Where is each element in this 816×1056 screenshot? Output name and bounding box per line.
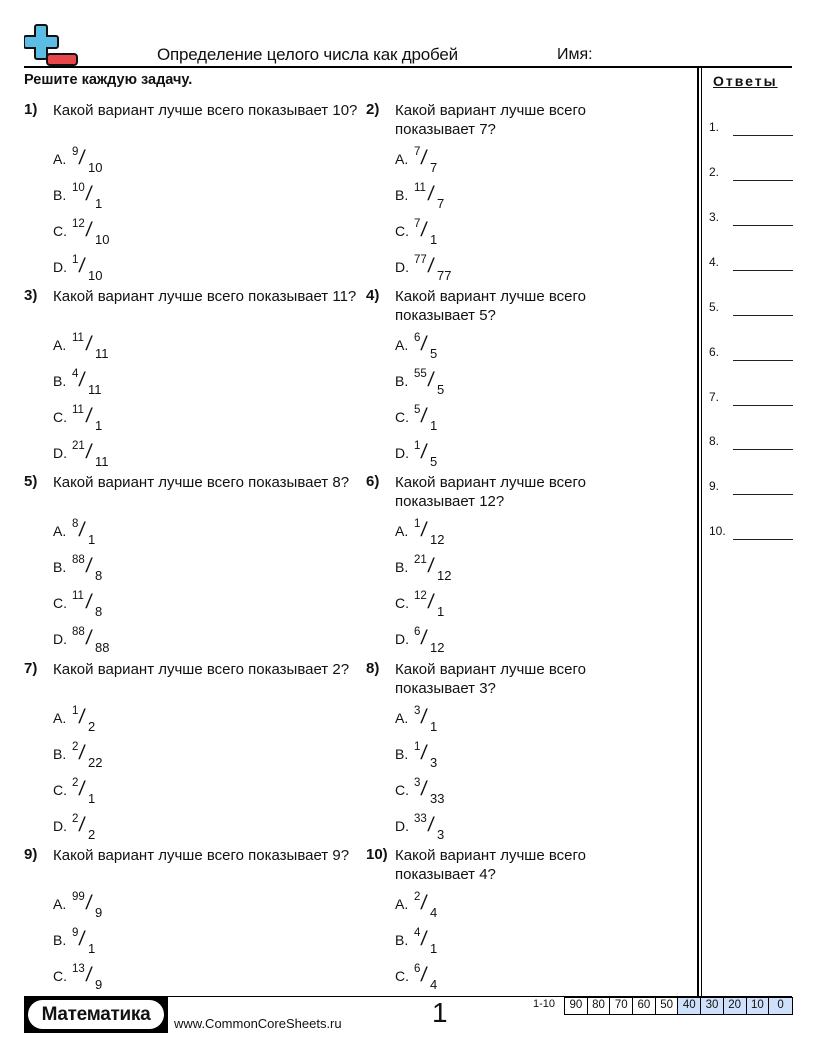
answer-blank[interactable]	[733, 449, 793, 450]
score-cell: 10	[747, 998, 770, 1014]
fraction-slash: /	[426, 814, 436, 836]
choice-label: D.	[395, 818, 409, 834]
answer-number: 7.	[709, 390, 720, 404]
fraction-slash: /	[77, 706, 87, 728]
answer-row	[709, 388, 793, 406]
choice-b	[395, 554, 515, 584]
fraction-denominator: 1	[430, 418, 438, 433]
fraction-numerator: 9	[72, 927, 79, 939]
choice-d	[53, 440, 173, 470]
choice-d	[395, 254, 515, 284]
choice-d	[395, 440, 515, 470]
fraction-numerator: 99	[72, 891, 85, 903]
answer-number: 3.	[709, 210, 720, 224]
problem-question: Какой вариант лучше всего показывает 5?	[395, 288, 586, 324]
fraction-slash: /	[419, 706, 429, 728]
fraction-numerator: 11	[72, 332, 84, 344]
fraction-denominator: 12	[437, 568, 452, 583]
choice-a	[53, 146, 173, 176]
choice-c	[395, 590, 515, 620]
fraction-slash: /	[426, 555, 436, 577]
fraction-slash: /	[419, 928, 429, 950]
choice-label: B.	[53, 559, 67, 575]
choice-label: B.	[395, 559, 409, 575]
problem-question: Какой вариант лучше всего показывает 3?	[395, 661, 586, 697]
fraction-numerator: 1	[414, 440, 421, 452]
fraction-slash: /	[84, 219, 94, 241]
choice-c	[53, 963, 173, 993]
answer-blank[interactable]	[733, 405, 793, 406]
choice-label: A.	[395, 523, 409, 539]
score-cell: 30	[701, 998, 724, 1014]
answers-heading: Ответы	[713, 73, 778, 89]
choice-a	[53, 518, 173, 548]
score-cell: 40	[678, 998, 701, 1014]
fraction-denominator: 22	[88, 755, 103, 770]
fraction-numerator: 3	[414, 705, 421, 717]
choice-label: B.	[395, 746, 409, 762]
answer-row	[709, 118, 793, 136]
choice-label: D.	[395, 631, 409, 647]
fraction-denominator: 1	[88, 941, 96, 956]
choice-a	[53, 705, 173, 735]
fraction-numerator: 4	[414, 927, 421, 939]
answer-row	[709, 432, 793, 450]
site-link[interactable]: www.CommonCoreSheets.ru	[174, 1016, 342, 1031]
fraction-numerator: 33	[414, 813, 427, 825]
choice-label: A.	[53, 710, 67, 726]
fraction-slash: /	[84, 333, 94, 355]
score-cell: 50	[656, 998, 679, 1014]
problem-question: Какой вариант лучше всего показывает 7?	[395, 102, 586, 138]
choice-label: C.	[395, 595, 409, 611]
fraction-denominator: 11	[95, 346, 109, 361]
fraction-slash: /	[419, 742, 429, 764]
fraction-denominator: 77	[437, 268, 452, 283]
choice-b	[395, 368, 515, 398]
choice-c	[53, 404, 173, 434]
choice-a	[395, 332, 515, 362]
fraction-denominator: 12	[430, 640, 445, 655]
answer-number: 9.	[709, 479, 720, 493]
fraction-slash: /	[419, 778, 429, 800]
fraction-denominator: 10	[88, 268, 103, 283]
fraction-numerator: 7	[414, 146, 421, 158]
fraction-numerator: 88	[72, 554, 85, 566]
choice-label: C.	[53, 409, 67, 425]
fraction-numerator: 12	[72, 218, 85, 230]
choice-label: A.	[53, 523, 67, 539]
fraction-slash: /	[426, 183, 436, 205]
fraction-numerator: 10	[72, 182, 85, 194]
problem-question: Какой вариант лучше всего показывает 12?	[395, 474, 586, 510]
fraction-denominator: 7	[430, 160, 438, 175]
choice-a	[395, 705, 515, 735]
fraction-slash: /	[84, 183, 94, 205]
choice-label: D.	[395, 445, 409, 461]
fraction-numerator: 1	[72, 254, 79, 266]
choice-d	[395, 813, 515, 843]
choice-b	[53, 554, 173, 584]
choice-b	[53, 927, 173, 957]
fraction-slash: /	[77, 255, 87, 277]
problem-question: Какой вариант лучше всего показывает 2?	[53, 661, 350, 678]
score-cell: 0	[769, 998, 792, 1014]
fraction-slash: /	[84, 892, 94, 914]
fraction-numerator: 5	[414, 404, 421, 416]
fraction-slash: /	[84, 591, 94, 613]
choice-label: D.	[53, 445, 67, 461]
problem-question: Какой вариант лучше всего показывает 11?	[53, 288, 357, 305]
fraction-slash: /	[419, 333, 429, 355]
fraction-denominator: 7	[437, 196, 445, 211]
choice-label: C.	[395, 782, 409, 798]
fraction-slash: /	[426, 255, 436, 277]
choice-c	[395, 777, 515, 807]
fraction-slash: /	[77, 778, 87, 800]
choice-c	[53, 218, 173, 248]
fraction-denominator: 1	[88, 532, 96, 547]
fraction-denominator: 8	[95, 604, 103, 619]
score-range-label: 1-10	[533, 998, 556, 1010]
choice-label: B.	[395, 373, 409, 389]
problem-number: 8)	[366, 660, 380, 677]
fraction-denominator: 1	[88, 791, 96, 806]
fraction-numerator: 3	[414, 777, 421, 789]
score-cell: 60	[633, 998, 656, 1014]
problem-question: Какой вариант лучше всего показывает 9?	[53, 847, 350, 864]
score-cell: 70	[610, 998, 633, 1014]
fraction-denominator: 1	[430, 719, 438, 734]
answer-blank[interactable]	[733, 135, 793, 136]
choice-b	[395, 741, 515, 771]
name-label: Имя:	[557, 46, 593, 63]
choice-c	[53, 590, 173, 620]
fraction-denominator: 10	[95, 232, 110, 247]
answer-number: 10.	[709, 524, 726, 538]
fraction-numerator: 8	[72, 518, 79, 530]
fraction-slash: /	[84, 964, 94, 986]
answer-row	[709, 477, 793, 495]
fraction-slash: /	[77, 369, 87, 391]
fraction-slash: /	[419, 405, 429, 427]
fraction-denominator: 5	[430, 454, 438, 469]
fraction-slash: /	[419, 441, 429, 463]
score-cell: 20	[724, 998, 747, 1014]
answer-number: 4.	[709, 255, 720, 269]
problem-number: 10)	[366, 846, 388, 863]
answer-number: 1.	[709, 120, 720, 134]
fraction-numerator: 6	[414, 626, 421, 638]
answer-blank[interactable]	[733, 180, 793, 181]
brand-label: Математика	[28, 1000, 164, 1029]
choice-d	[395, 626, 515, 656]
choice-label: B.	[53, 373, 67, 389]
instructions: Решите каждую задачу.	[24, 72, 193, 88]
fraction-numerator: 6	[414, 332, 421, 344]
fraction-numerator: 1	[414, 518, 421, 530]
choice-label: B.	[395, 932, 409, 948]
score-table	[564, 997, 793, 1015]
fraction-slash: /	[77, 814, 87, 836]
fraction-slash: /	[77, 147, 87, 169]
fraction-denominator: 88	[95, 640, 110, 655]
fraction-slash: /	[77, 742, 87, 764]
fraction-denominator: 1	[437, 604, 445, 619]
problem-number: 1)	[24, 101, 38, 118]
fraction-numerator: 11	[72, 590, 84, 602]
answer-blank[interactable]	[733, 360, 793, 361]
choice-d	[53, 254, 173, 284]
fraction-slash: /	[426, 591, 436, 613]
choice-label: A.	[395, 710, 409, 726]
fraction-denominator: 4	[430, 977, 438, 992]
fraction-numerator: 11	[414, 182, 426, 194]
problem-question: Какой вариант лучше всего показывает 10?	[53, 102, 358, 119]
fraction-slash: /	[419, 219, 429, 241]
fraction-numerator: 1	[414, 741, 421, 753]
choice-label: C.	[395, 223, 409, 239]
answer-column-divider-inner	[701, 67, 702, 997]
fraction-slash: /	[84, 555, 94, 577]
header-divider	[24, 66, 792, 68]
fraction-numerator: 1	[72, 705, 79, 717]
answer-number: 8.	[709, 434, 720, 448]
fraction-slash: /	[419, 892, 429, 914]
fraction-slash: /	[84, 441, 94, 463]
answer-number: 5.	[709, 300, 720, 314]
fraction-slash: /	[419, 147, 429, 169]
answer-number: 6.	[709, 345, 720, 359]
choice-c	[395, 218, 515, 248]
fraction-denominator: 11	[88, 382, 102, 397]
fraction-slash: /	[419, 627, 429, 649]
problem-number: 9)	[24, 846, 38, 863]
choice-b	[53, 182, 173, 212]
fraction-denominator: 11	[95, 454, 109, 469]
problem-number: 2)	[366, 101, 380, 118]
fraction-denominator: 1	[95, 196, 103, 211]
logo-plus-minus-icon	[24, 24, 80, 68]
fraction-denominator: 12	[430, 532, 445, 547]
fraction-slash: /	[84, 405, 94, 427]
choice-a	[395, 518, 515, 548]
fraction-numerator: 77	[414, 254, 427, 266]
score-cell: 80	[588, 998, 611, 1014]
answer-blank[interactable]	[733, 539, 793, 540]
choice-label: D.	[53, 818, 67, 834]
fraction-numerator: 11	[72, 404, 84, 416]
answer-column-divider	[697, 67, 699, 997]
problem-number: 3)	[24, 287, 38, 304]
choice-label: C.	[53, 968, 67, 984]
answer-row	[709, 208, 793, 226]
fraction-denominator: 8	[95, 568, 103, 583]
fraction-numerator: 2	[72, 777, 79, 789]
answer-row	[709, 522, 793, 540]
fraction-denominator: 3	[430, 755, 438, 770]
choice-a	[53, 332, 173, 362]
fraction-denominator: 5	[437, 382, 445, 397]
problem-number: 4)	[366, 287, 380, 304]
choice-a	[395, 891, 515, 921]
choice-label: C.	[53, 223, 67, 239]
worksheet-title: Определение целого числа как дробей	[157, 45, 458, 64]
choice-c	[395, 963, 515, 993]
brand-logo	[24, 997, 168, 1033]
fraction-slash: /	[426, 369, 436, 391]
fraction-numerator: 2	[72, 813, 79, 825]
fraction-denominator: 1	[95, 418, 103, 433]
problem-number: 6)	[366, 473, 380, 490]
choice-label: D.	[395, 259, 409, 275]
choice-b	[395, 927, 515, 957]
fraction-numerator: 9	[72, 146, 79, 158]
fraction-numerator: 7	[414, 218, 421, 230]
fraction-numerator: 13	[72, 963, 85, 975]
choice-c	[53, 777, 173, 807]
choice-b	[53, 741, 173, 771]
answer-blank[interactable]	[733, 270, 793, 271]
fraction-denominator: 9	[95, 977, 103, 992]
answer-blank[interactable]	[733, 225, 793, 226]
problem-number: 7)	[24, 660, 38, 677]
answer-row	[709, 298, 793, 316]
choice-label: A.	[395, 896, 409, 912]
choice-label: B.	[53, 932, 67, 948]
answer-row	[709, 343, 793, 361]
answer-number: 2.	[709, 165, 720, 179]
choice-label: A.	[395, 337, 409, 353]
choice-label: D.	[53, 259, 67, 275]
choice-d	[53, 813, 173, 843]
fraction-slash: /	[419, 964, 429, 986]
answer-blank[interactable]	[733, 315, 793, 316]
fraction-numerator: 6	[414, 963, 421, 975]
answer-row	[709, 253, 793, 271]
choice-label: C.	[53, 595, 67, 611]
fraction-numerator: 4	[72, 368, 79, 380]
choice-label: A.	[53, 151, 67, 167]
choice-label: A.	[395, 151, 409, 167]
choice-label: B.	[53, 187, 67, 203]
choice-b	[53, 368, 173, 398]
problem-question: Какой вариант лучше всего показывает 4?	[395, 847, 586, 883]
choice-label: A.	[53, 896, 67, 912]
fraction-denominator: 33	[430, 791, 445, 806]
fraction-denominator: 9	[95, 905, 103, 920]
fraction-denominator: 4	[430, 905, 438, 920]
problem-number: 5)	[24, 473, 38, 490]
fraction-denominator: 1	[430, 941, 438, 956]
fraction-denominator: 10	[88, 160, 103, 175]
choice-label: D.	[53, 631, 67, 647]
choice-label: A.	[53, 337, 67, 353]
choice-label: B.	[395, 187, 409, 203]
problem-question: Какой вариант лучше всего показывает 8?	[53, 474, 350, 491]
fraction-numerator: 55	[414, 368, 427, 380]
choice-label: C.	[395, 409, 409, 425]
fraction-numerator: 2	[414, 891, 421, 903]
answer-blank[interactable]	[733, 494, 793, 495]
choice-a	[53, 891, 173, 921]
fraction-denominator: 1	[430, 232, 438, 247]
fraction-denominator: 2	[88, 827, 96, 842]
fraction-numerator: 21	[414, 554, 427, 566]
fraction-denominator: 5	[430, 346, 438, 361]
fraction-slash: /	[77, 928, 87, 950]
fraction-numerator: 88	[72, 626, 85, 638]
choice-c	[395, 404, 515, 434]
fraction-numerator: 21	[72, 440, 85, 452]
choice-b	[395, 182, 515, 212]
fraction-numerator: 2	[72, 741, 79, 753]
choice-a	[395, 146, 515, 176]
answer-row	[709, 163, 793, 181]
choice-label: C.	[395, 968, 409, 984]
fraction-slash: /	[419, 519, 429, 541]
fraction-numerator: 12	[414, 590, 427, 602]
score-cell: 90	[565, 998, 588, 1014]
choice-d	[53, 626, 173, 656]
fraction-slash: /	[77, 519, 87, 541]
fraction-denominator: 3	[437, 827, 445, 842]
choice-label: C.	[53, 782, 67, 798]
page-number: 1	[432, 997, 448, 1028]
fraction-denominator: 2	[88, 719, 96, 734]
choice-label: B.	[53, 746, 67, 762]
fraction-slash: /	[84, 627, 94, 649]
